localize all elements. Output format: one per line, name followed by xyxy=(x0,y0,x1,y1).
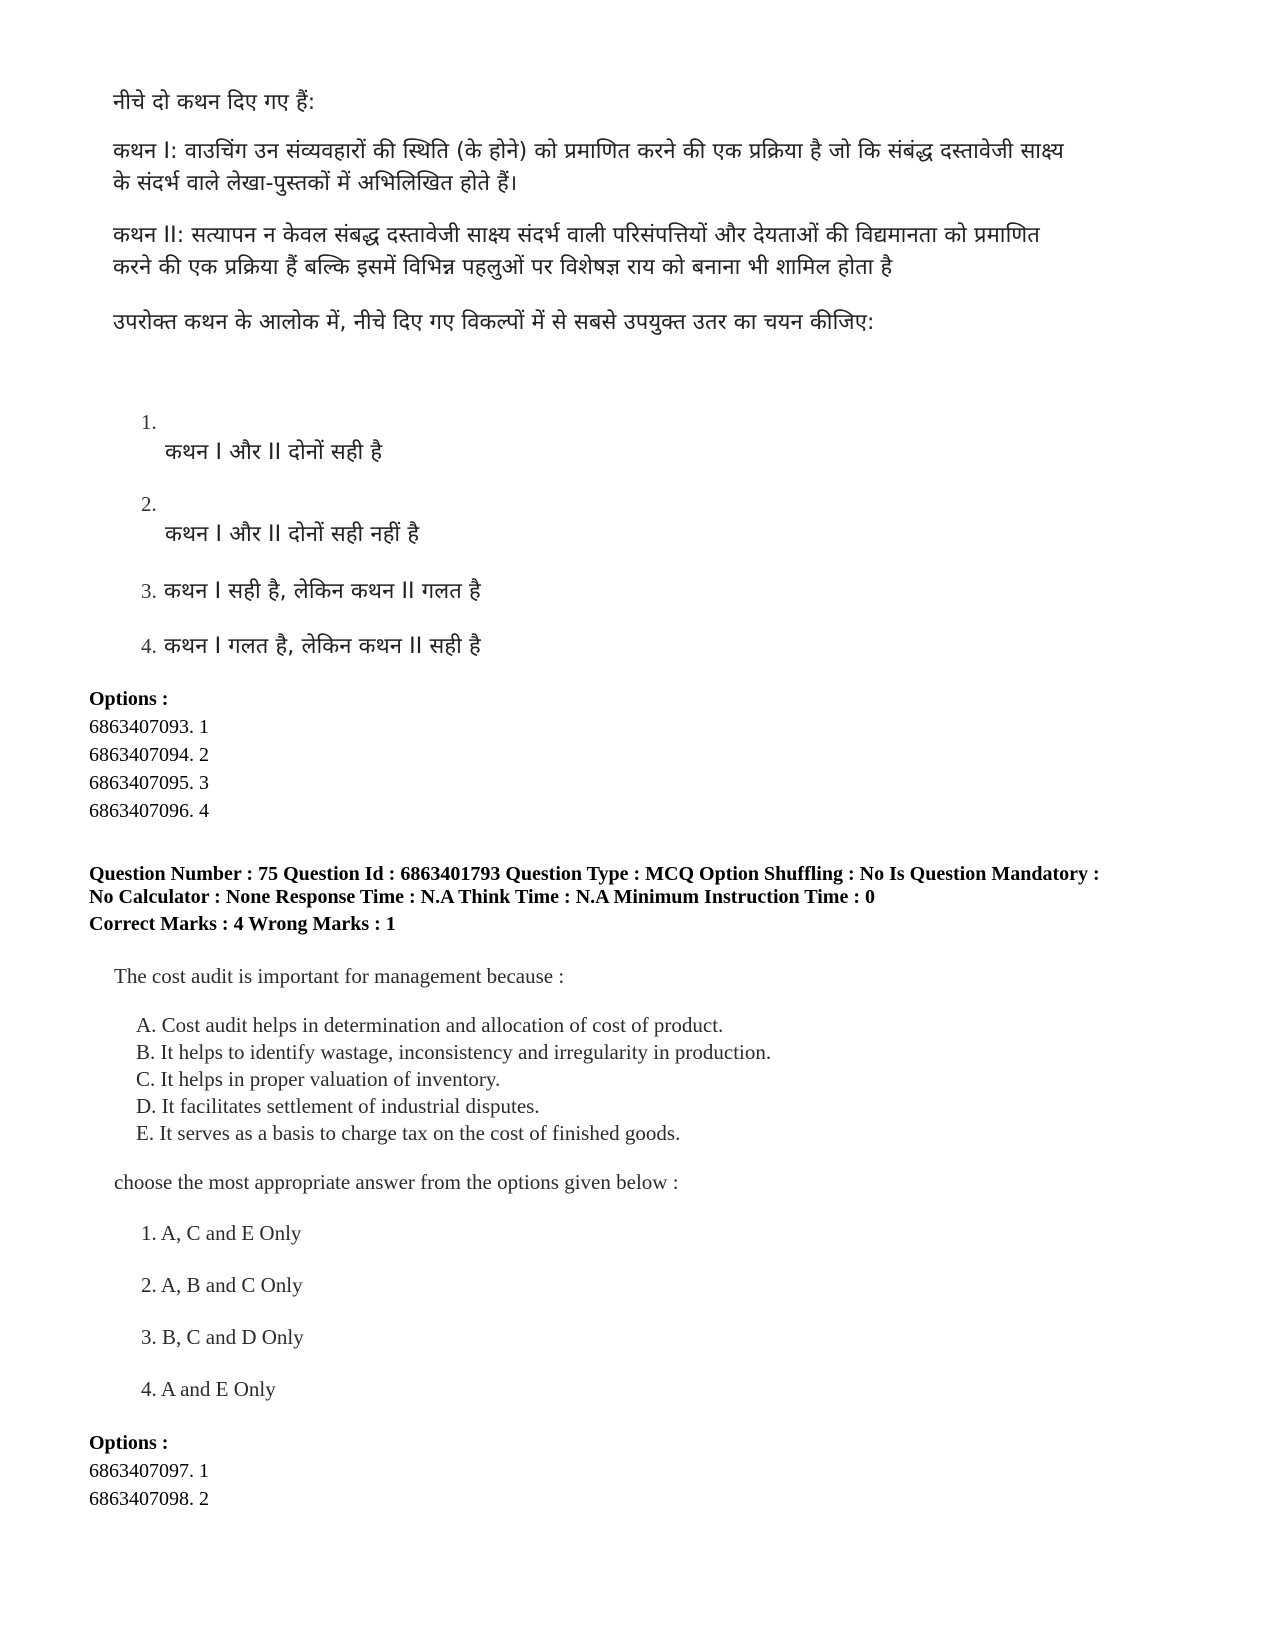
q74-choice-4-text: कथन I गलत है, लेकिन कथन II सही है xyxy=(164,634,481,659)
q75-option-1: 6863407097. 1 xyxy=(89,1460,209,1482)
q74-choice-1-text: कथन I और II दोनों सही है xyxy=(165,440,383,465)
q74-choice-2-number: 2. xyxy=(141,492,157,516)
q75-choice-3: 3. B, C and D Only xyxy=(141,1325,304,1349)
q75-choice-2: 2. A, B and C Only xyxy=(141,1273,303,1297)
q75-stem: The cost audit is important for management because : xyxy=(114,964,565,988)
q74-instruction: उपरोक्त कथन के आलोक में, नीचे दिए गए विकल्पों में से सबसे उपयुक्त उतर का चयन कीजिए: xyxy=(113,310,875,335)
q74-option-3: 6863407095. 3 xyxy=(89,772,209,794)
q74-statement-1-line-2: के संदर्भ वाले लेखा-पुस्तकों में अभिलिखित होते हैं। xyxy=(113,171,518,196)
q74-statement-2-line-1: कथन II: सत्यापन न केवल संबद्ध दस्तावेजी साक्ष्य संदर्भ वाली परिसंपत्तियों और देयताओं की विद्यमानता को प्रमाणित xyxy=(113,223,1040,248)
q74-statement-1 xyxy=(113,136,1064,200)
q74-choice-4 xyxy=(141,630,481,660)
q75-choice-1: 1. A, C and E Only xyxy=(141,1221,302,1245)
q74-statement-2-line-2: करने की एक प्रक्रिया हैं बल्कि इसमें विभिन्न पहलुओं पर विशेषज्ञ राय को बनाना भी शामिल होता है xyxy=(113,255,893,280)
q75-item-b: B. It helps to identify wastage, inconsistency and irregularity in production. xyxy=(136,1040,772,1064)
q74-choice-1-number: 1. xyxy=(141,410,157,434)
q74-choice-2-text: कथन I और II दोनों सही नहीं है xyxy=(165,522,420,547)
q74-intro: नीचे दो कथन दिए गए हैं: xyxy=(113,90,316,115)
q74-choice-3-number: 3. xyxy=(141,579,157,603)
q74-choice-3 xyxy=(141,575,481,605)
q75-item-d: D. It facilitates settlement of industrial disputes. xyxy=(136,1094,540,1118)
q75-choice-4: 4. A and E Only xyxy=(141,1377,276,1401)
q74-option-2: 6863407094. 2 xyxy=(89,744,209,766)
q75-meta-line-1: Question Number : 75 Question Id : 6863401793 Question Type : MCQ Option Shuffling : No Is Question Mandatory : xyxy=(89,863,1100,885)
q74-statement-2 xyxy=(113,220,1040,284)
q75-item-e: E. It serves as a basis to charge tax on the cost of finished goods. xyxy=(136,1121,681,1145)
q74-choice-4-number: 4. xyxy=(141,634,157,658)
q74-option-4: 6863407096. 4 xyxy=(89,800,209,822)
q74-option-1: 6863407093. 1 xyxy=(89,716,209,738)
q75-options-heading: Options : xyxy=(89,1432,169,1454)
q75-item-c: C. It helps in proper valuation of inventory. xyxy=(136,1067,501,1091)
q75-instruction: choose the most appropriate answer from the options given below : xyxy=(114,1170,679,1194)
q74-choice-3-text: कथन I सही है, लेकिन कथन II गलत है xyxy=(164,579,481,604)
q75-option-2: 6863407098. 2 xyxy=(89,1488,209,1510)
q74-options-heading: Options : xyxy=(89,688,169,710)
q74-statement-1-line-1: कथन I: वाउचिंग उन संव्यवहारों की स्थिति (के होने) को प्रमाणित करने की एक प्रक्रिया है जो कि संबंद्ध दस्तावेजी साक्ष्य xyxy=(113,139,1064,164)
q75-meta-line-3: Correct Marks : 4 Wrong Marks : 1 xyxy=(89,913,396,935)
q75-meta-line-2: No Calculator : None Response Time : N.A Think Time : N.A Minimum Instruction Time : 0 xyxy=(89,886,875,908)
q75-item-a: A. Cost audit helps in determination and allocation of cost of product. xyxy=(136,1013,724,1037)
